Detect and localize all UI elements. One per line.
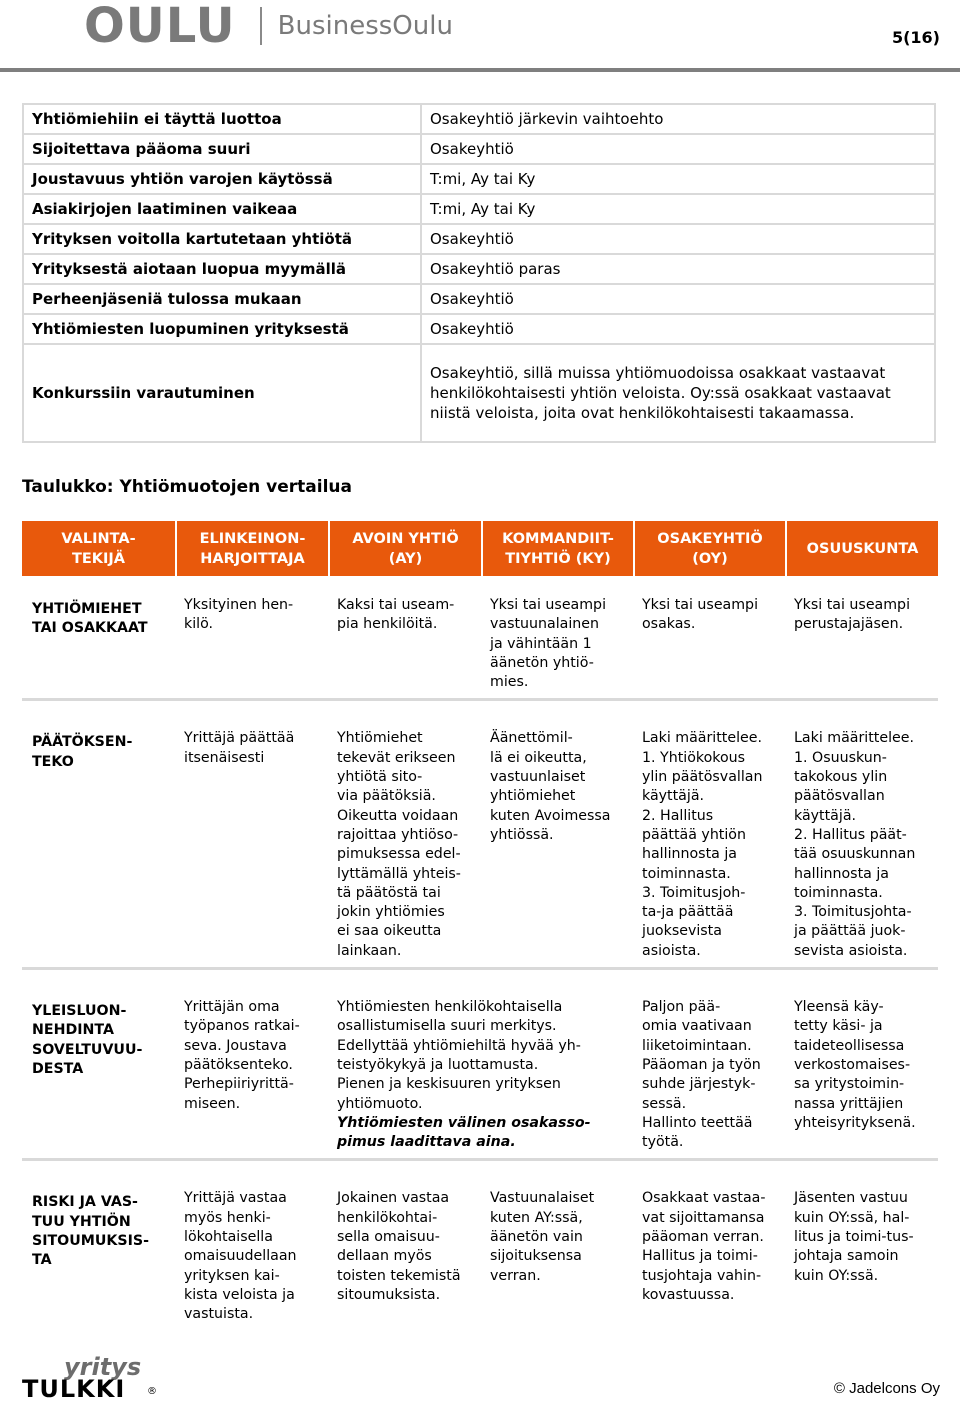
criterion-cell: Sijoitettava pääoma suuri (23, 134, 421, 164)
criterion-cell: Konkurssiin varautuminen (23, 344, 421, 442)
criterion-cell: Asiakirjojen laatiminen vaikeaa (23, 194, 421, 224)
table-cell: Yksi tai useampi vastuunalainen ja vähintään 1 äänetön yhtiö- mies. (490, 597, 607, 691)
table-cell: Äänettömil- lä ei oikeutta, vastuunlaiset yhtiömiehet kuten Avoimessa yhtiössä. (490, 730, 611, 843)
table-row (23, 134, 935, 164)
table-cell: Kaksi tai useam- pia henkilöitä. (337, 597, 455, 633)
table-row (23, 344, 935, 442)
table-cell: Yksi tai useampi osakas. (642, 597, 759, 633)
row-divider (22, 1158, 938, 1183)
table-row (23, 194, 935, 224)
criterion-cell: Yrityksestä aiotaan luopua myymällä (23, 254, 421, 284)
row-header: RISKI JA VAS- TUU YHTIÖN SITOUMUKSIS- TA (32, 1194, 149, 1269)
recommendation-cell: Osakeyhtiö paras (421, 254, 935, 284)
logo-top-text: yritys (64, 1353, 142, 1381)
table-caption: Taulukko: Yhtiömuotojen vertailua (22, 477, 353, 497)
row-divider (22, 967, 938, 992)
table-cell: Laki määrittelee. 1. Osuuskun- takokous ylin päätösvallan käyttäjä. 2. Hallitus päät- tää osuuskunnan hallinnosta ja toiminnasta. 3. Toimitusjohta- ja päättää juok- sevista asioista. (794, 730, 916, 959)
company-form-comparison-table (22, 521, 938, 1331)
table-row (23, 254, 935, 284)
table-header-row (22, 521, 938, 576)
row-spacer (22, 576, 938, 590)
recommendation-cell: Osakeyhtiö, sillä muissa yhtiömuodoissa osakkaat vastaavat henkilökohtaisesti yhtiön veloista. Oy:ssä osakkaat vastaavat niistä veloista, joita ovat henkilökohtaisesti takaamassa. (421, 344, 935, 442)
criterion-cell: Perheenjäseniä tulossa mukaan (23, 284, 421, 314)
criterion-cell: Joustavuus yhtiön varojen käytössä (23, 164, 421, 194)
criterion-cell: Yhtiömiehiin ei täyttä luottoa (23, 104, 421, 134)
row-header: YLEISLUON- NEHDINTA SOVELTUVUU- DESTA (32, 1003, 143, 1077)
cell-text: Yhtiömiesten henkilökohtaisella osallistumisella suuri merkitys. Edellyttää yhtiömiehiltä hyvää yh- teistyökykyä ja luottamusta. Pienen ja keskisuuren yrityksen yhtiömuoto. (337, 999, 581, 1112)
recommendation-cell: Osakeyhtiö järkevin vaihtoehto (421, 104, 935, 134)
header-divider (0, 68, 960, 72)
logo-bottom-text: TULKKI (22, 1375, 126, 1403)
table-row (23, 164, 935, 194)
table-cell: Yksi tai useampi perustajajäsen. (794, 597, 911, 633)
row-header: YHTIÖMIEHET TAI OSAKKAAT (32, 601, 148, 637)
criteria-table (22, 103, 936, 443)
recommendation-cell: T:mi, Ay tai Ky (421, 194, 935, 224)
table-cell: Vastuunalaiset kuten AY:ssä, äänetön vain sijoituksensa verran. (490, 1190, 595, 1284)
emphasis-note: Yhtiömiesten välinen osakasso- pimus laadittava aina. (337, 1114, 591, 1151)
brand-divider (260, 7, 262, 45)
recommendation-cell: Osakeyhtiö (421, 314, 935, 344)
table-row (23, 284, 935, 314)
table-cell-wide (328, 992, 633, 1158)
table-row (22, 590, 938, 698)
table-cell: Yleensä käy- tetty käsi- ja taideteollisessa verkostomaises- sa yritystoimin- nassa yrittäjien yhteisyrityksenä. (794, 999, 916, 1131)
column-header: OSUUSKUNTA (785, 521, 938, 576)
yritystulkki-logo (22, 1353, 157, 1403)
row-divider (22, 698, 938, 723)
table-cell: Laki määrittelee. 1. Yhtiökokous ylin päätösvallan käyttäjä. 2. Hallitus päättää yhtiön hallinnosta ja toiminnasta. 3. Toimitusjoh- ta-ja päättää juoksevista asioista. (642, 730, 763, 959)
column-header: KOMMANDIIT- TIYHTIÖ (KY) (481, 521, 633, 576)
table-row (22, 723, 938, 967)
criterion-cell: Yrityksen voitolla kartutetaan yhtiötä (23, 224, 421, 254)
oulu-logo (84, 0, 453, 54)
recommendation-cell: Osakeyhtiö (421, 134, 935, 164)
row-header: PÄÄTÖKSEN- TEKO (32, 734, 133, 770)
table-cell: Jäsenten vastuu kuin OY:ssä, hal- litus ja toimi-tus- johtaja samoin kuin OY:ssä. (794, 1190, 914, 1284)
table-cell: Osakkaat vastaa- vat sijoittamansa pääoman verran. Hallitus ja toimi- tusjohtaja vahin- kovastuussa. (642, 1190, 766, 1303)
column-header: VALINTA- TEKIJÄ (22, 521, 175, 576)
page-number: 5(16) (891, 28, 940, 47)
table-cell: Yrittäjä vastaa myös henki- lökohtaisella omaisuudellaan yrityksen kai- kista veloista ja vastuista. (184, 1190, 297, 1323)
brand-sub: BusinessOulu (277, 11, 453, 41)
table-cell: Paljon pää- omia vaativaan liiketoimintaan. Pääoman ja työn suhde järjestyk- sessä. Hallinto teettää työtä. (642, 999, 761, 1151)
criterion-cell: Yhtiömiesten luopuminen yrityksestä (23, 314, 421, 344)
registered-mark: ® (147, 1386, 157, 1397)
recommendation-cell: Osakeyhtiö (421, 284, 935, 314)
table-cell: Yrittäjän oma työpanos ratkai- seva. Joustava päätöksenteko. Perhepiiriyrittä- miseen. (184, 999, 300, 1112)
recommendation-cell: T:mi, Ay tai Ky (421, 164, 935, 194)
table-row (23, 224, 935, 254)
table-cell: Yhtiömiehet tekevät erikseen yhtiötä sito- via päätöksiä. Oikeutta voidaan rajoittaa yhtiöso- pimuksessa edel- lyttämällä yhteis- tä päätöstä tai jokin yhtiömies ei saa oikeutta lainkaan. (337, 730, 461, 959)
table-cell: Yrittäjä päättää itsenäisesti (184, 730, 295, 766)
table-row (23, 104, 935, 134)
column-header: OSAKEYHTIÖ (OY) (633, 521, 785, 576)
column-header: ELINKEINON- HARJOITTAJA (175, 521, 328, 576)
table-row (22, 992, 938, 1158)
column-header: AVOIN YHTIÖ (AY) (328, 521, 481, 576)
brand-main: OULU (84, 0, 236, 54)
table-row (22, 1183, 938, 1330)
table-cell: Jokainen vastaa henkilökohtai- sella omaisuu- dellaan myös toisten tekemistä sitoumuksista. (337, 1190, 461, 1303)
recommendation-cell: Osakeyhtiö (421, 224, 935, 254)
copyright: © Jadelcons Oy (833, 1380, 940, 1397)
table-row (23, 314, 935, 344)
table-cell: Yksityinen hen- kilö. (184, 597, 294, 633)
